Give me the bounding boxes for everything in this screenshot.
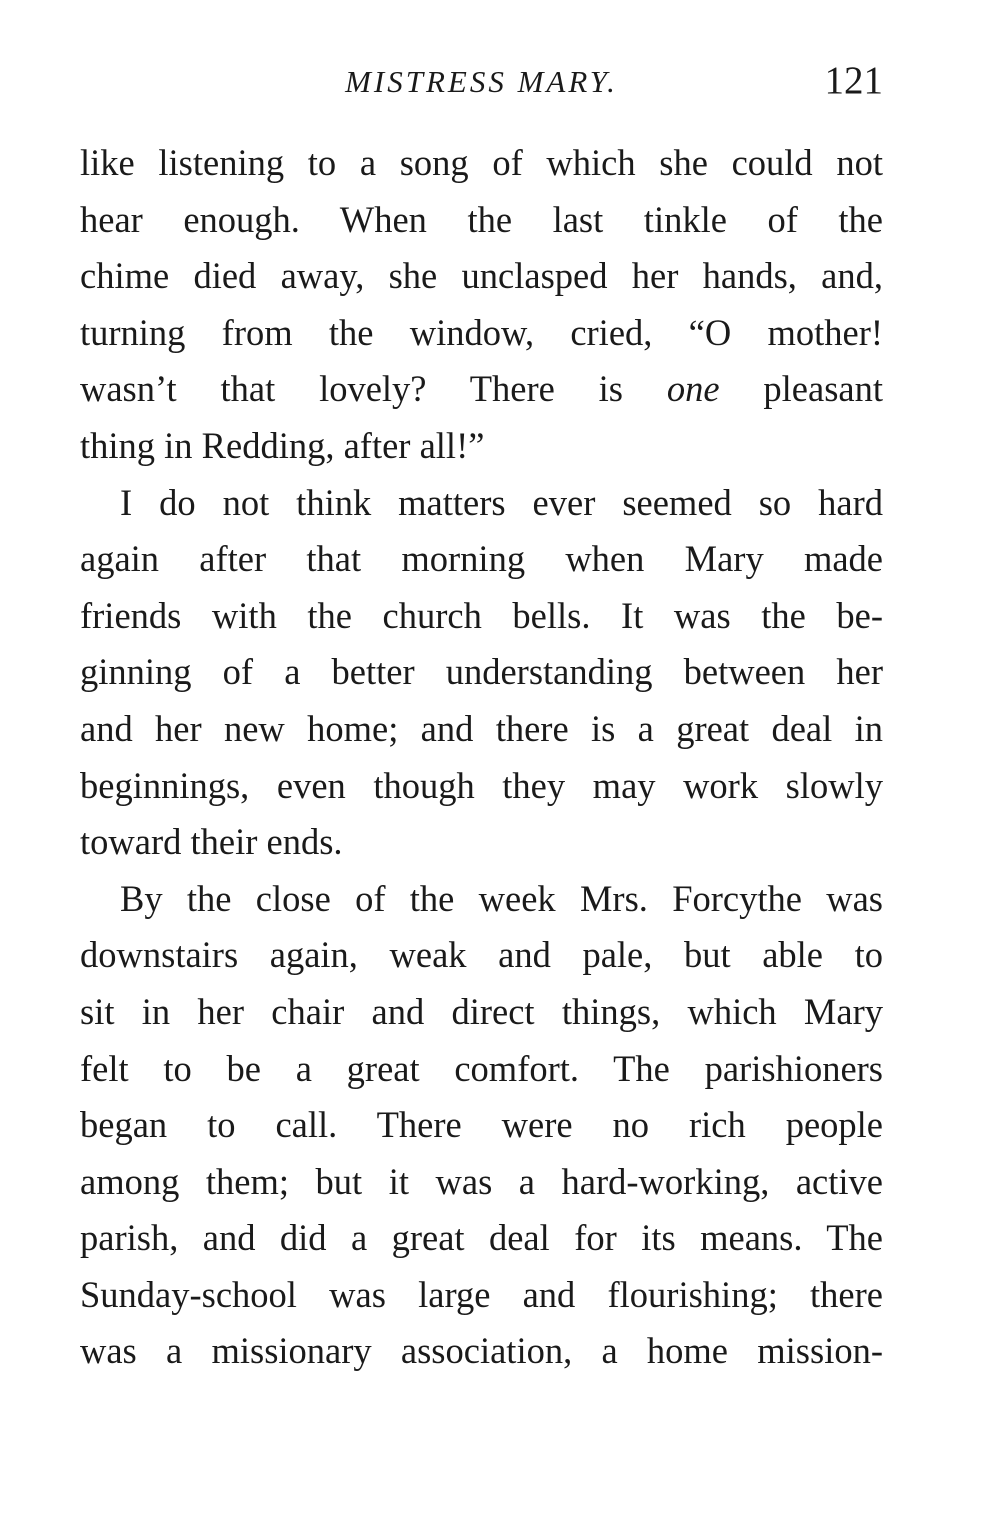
text-line: felt to be a great comfort. The parishioners <box>80 1047 883 1089</box>
text-line: began to call. There were no rich people <box>80 1104 883 1146</box>
text-line: thing in Redding, after all!” <box>80 424 485 466</box>
text-line: By the close of the week Mrs. Forcythe was <box>120 877 883 919</box>
text-line: hear enough. When the last tinkle of the <box>80 198 883 240</box>
text-line: I do not think matters ever seemed so hard <box>120 481 883 523</box>
running-title: MISTRESS MARY. <box>345 64 618 99</box>
text-line: among them; but it was a hard-working, active <box>80 1160 883 1202</box>
body-text <box>80 135 883 1380</box>
text-line: Sunday-school was large and flourishing; there <box>80 1273 883 1315</box>
text-line: wasn’t that lovely? There is one pleasant <box>80 368 883 410</box>
text-line: beginnings, even though they may work slowly <box>80 764 883 806</box>
text-line: like listening to a song of which she could not <box>80 142 883 183</box>
text-line: again after that morning when Mary made <box>80 538 883 580</box>
page-number: 121 <box>824 59 883 102</box>
text-line: was a missionary association, a home mission- <box>80 1330 883 1372</box>
text-line: friends with the church bells. It was the be- <box>80 594 883 636</box>
emphasis: one <box>666 368 720 410</box>
text-line: and her new home; and there is a great deal in <box>80 707 883 749</box>
text-line: downstairs again, weak and pale, but able to <box>80 934 883 976</box>
text-line: parish, and did a great deal for its means. The <box>80 1217 883 1259</box>
text-line: ginning of a better understanding between her <box>80 651 883 693</box>
text-line: chime died away, she unclasped her hands, and, <box>80 255 883 297</box>
text-line: sit in her chair and direct things, which Mary <box>80 990 883 1032</box>
text-line: toward their ends. <box>80 821 343 863</box>
text-line: turning from the window, cried, “O mother! <box>80 311 883 353</box>
running-head <box>80 58 883 108</box>
